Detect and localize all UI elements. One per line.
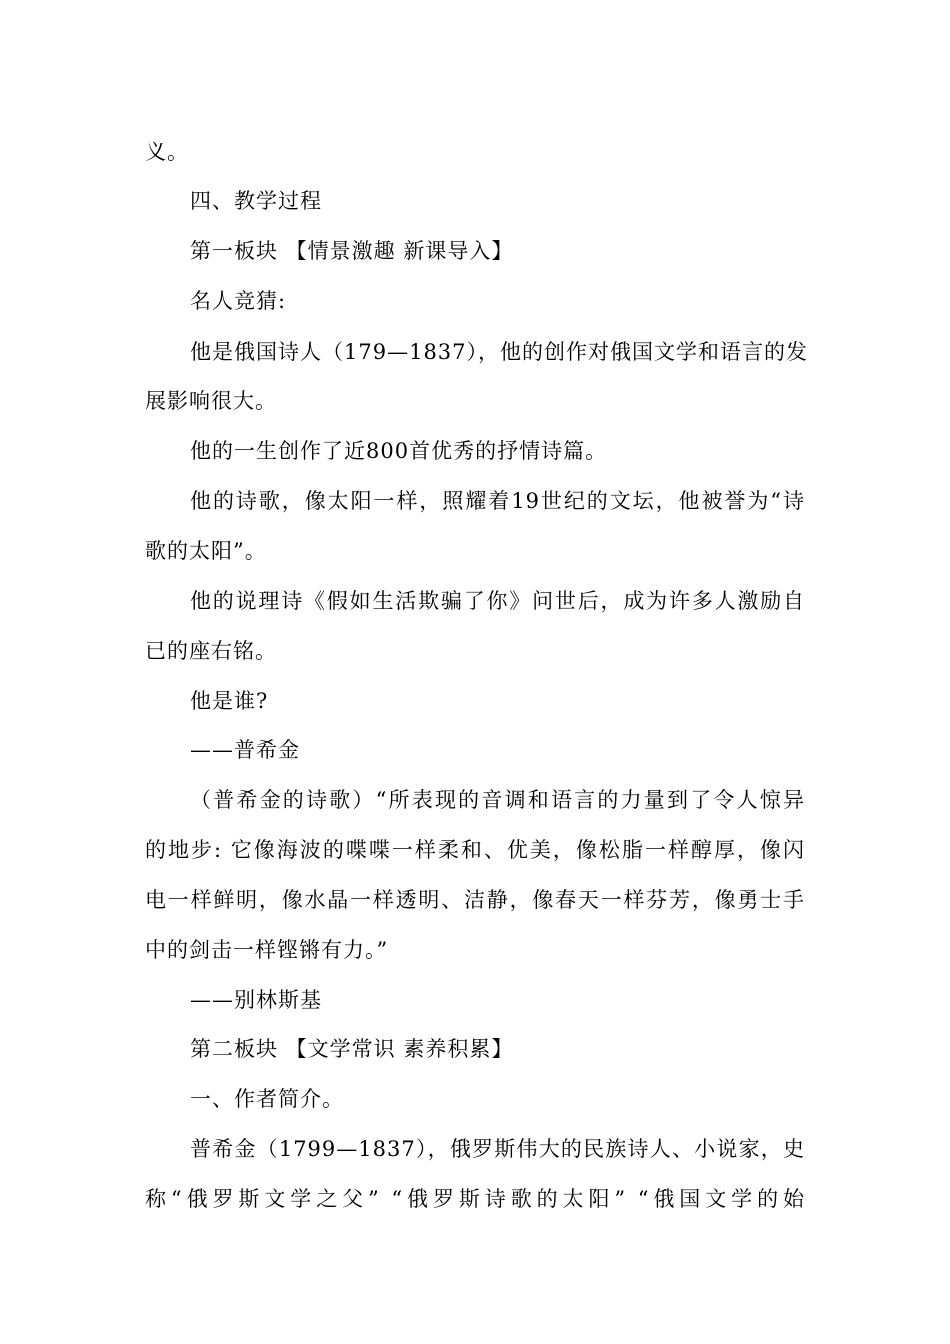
- block-heading: 第二板块 【文学常识 素养积累】: [190, 1037, 514, 1061]
- text-line: 他的一生创作了近800首优秀的抒情诗篇。: [190, 439, 608, 463]
- text-line: 他的诗歌，像太阳一样，照耀着19世纪的文坛，他被誉为“诗: [190, 489, 805, 513]
- quote-line: 电一样鲜明，像水晶一样透明、洁静，像春天一样芬芳，像勇士手: [145, 888, 805, 912]
- block-heading: 第一板块 【情景激趣 新课导入】: [190, 239, 514, 263]
- text-line: 展影响很大。: [145, 389, 277, 413]
- text-line: 他是俄国诗人（179—1837），他的创作对俄国文学和语言的发: [190, 340, 809, 364]
- text-line: 称“俄罗斯文学之父” “俄罗斯诗歌的太阳” “俄国文学的始: [145, 1187, 805, 1211]
- text-line: 已的座右铭。: [145, 639, 277, 663]
- attribution: ——普希金: [190, 738, 300, 762]
- quote-line: （普希金的诗歌）“所表现的音调和语言的力量到了令人惊异: [190, 788, 805, 812]
- text-line: 普希金（1799—1837），俄罗斯伟大的民族诗人、小说家，史: [190, 1137, 805, 1161]
- text-line: 歌的太阳”。: [145, 539, 267, 563]
- section-heading: 四、教学过程: [190, 189, 322, 213]
- text-line: 他的说理诗《假如生活欺骗了你》问世后，成为许多人激励自: [190, 589, 805, 613]
- text-line: 义。: [145, 140, 189, 164]
- text-line: 名人竞猜:: [190, 289, 287, 313]
- text-line: 他是谁?: [190, 689, 269, 713]
- quote-line: 中的剑击一样铿锵有力。”: [145, 938, 389, 962]
- subsection-heading: 一、作者简介。: [190, 1087, 344, 1111]
- attribution: ——别林斯基: [190, 988, 322, 1012]
- quote-line: 的地步: 它像海波的喋喋一样柔和、优美，像松脂一样醇厚，像闪: [145, 838, 805, 862]
